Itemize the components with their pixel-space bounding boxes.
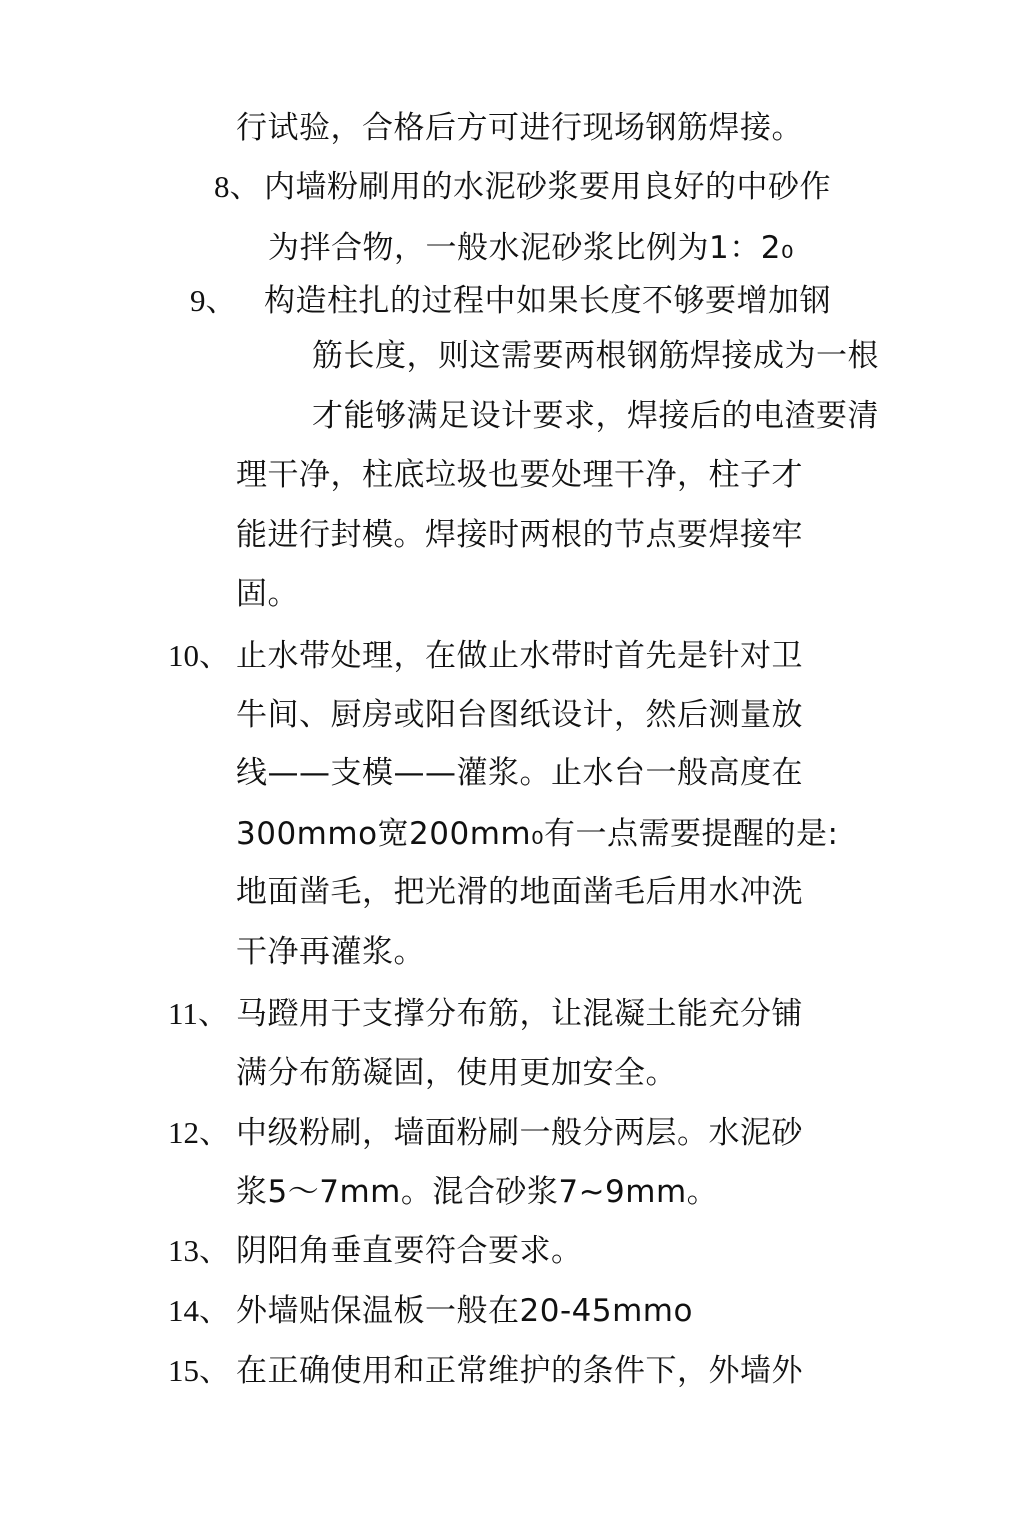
item-number: 11、: [168, 996, 229, 1031]
item-number: 14、: [168, 1293, 230, 1328]
item-number: 15、: [168, 1353, 230, 1388]
text-line: 马蹬用于支撑分布筋，让混凝土能充分铺: [236, 996, 803, 1032]
text-line: 300mmo宽200mm₀有一点需要提醒的是:: [236, 816, 839, 852]
text-line: 在正确使用和正常维护的条件下，外墙外: [236, 1353, 803, 1389]
text-line: 能进行封模。焊接时两根的节点要焊接牢: [236, 517, 803, 553]
text-line: 筋长度，则这需要两根钢筋焊接成为一根: [312, 338, 879, 374]
text-line: 牛间、厨房或阳台图纸设计，然后测量放: [236, 697, 803, 733]
item-number: 13、: [168, 1233, 230, 1268]
text-line: 中级粉刷，墙面粉刷一般分两层。水泥砂: [236, 1115, 803, 1151]
item-number: 8、: [214, 169, 261, 204]
text-line: 地面凿毛，把光滑的地面凿毛后用水冲洗: [236, 874, 803, 910]
text-line: 阴阳角垂直要符合要求。: [236, 1233, 583, 1269]
text-line: 外墙贴保温板一般在20-45mmo: [236, 1293, 693, 1329]
item-number: 12、: [168, 1115, 230, 1150]
text-line: 固。: [236, 576, 299, 612]
text-line: 才能够满足设计要求，焊接后的电渣要清: [312, 398, 879, 434]
text-line: 止水带处理，在做止水带时首先是针对卫: [236, 638, 803, 674]
text-line: 满分布筋凝固，使用更加安全。: [236, 1055, 677, 1091]
text-line: 线——支模——灌浆。止水台一般高度在: [236, 755, 803, 791]
text-line: 内墙粉刷用的水泥砂浆要用良好的中砂作: [264, 169, 831, 205]
item-number: 9、: [190, 283, 237, 318]
item-number: 10、: [168, 638, 230, 673]
text-line: 干净再灌浆。: [236, 934, 425, 970]
text-line: 浆5～7mm。混合砂浆7~9mm。: [236, 1174, 719, 1210]
text-line: 构造柱扎的过程中如果长度不够要增加钢: [264, 283, 831, 319]
text-line: 理干净，柱底垃圾也要处理干净，柱子才: [236, 457, 803, 493]
text-line: 行试验，合格后方可进行现场钢筋焊接。: [236, 110, 803, 146]
text-line: 为拌合物，一般水泥砂浆比例为1：2₀: [268, 230, 794, 266]
